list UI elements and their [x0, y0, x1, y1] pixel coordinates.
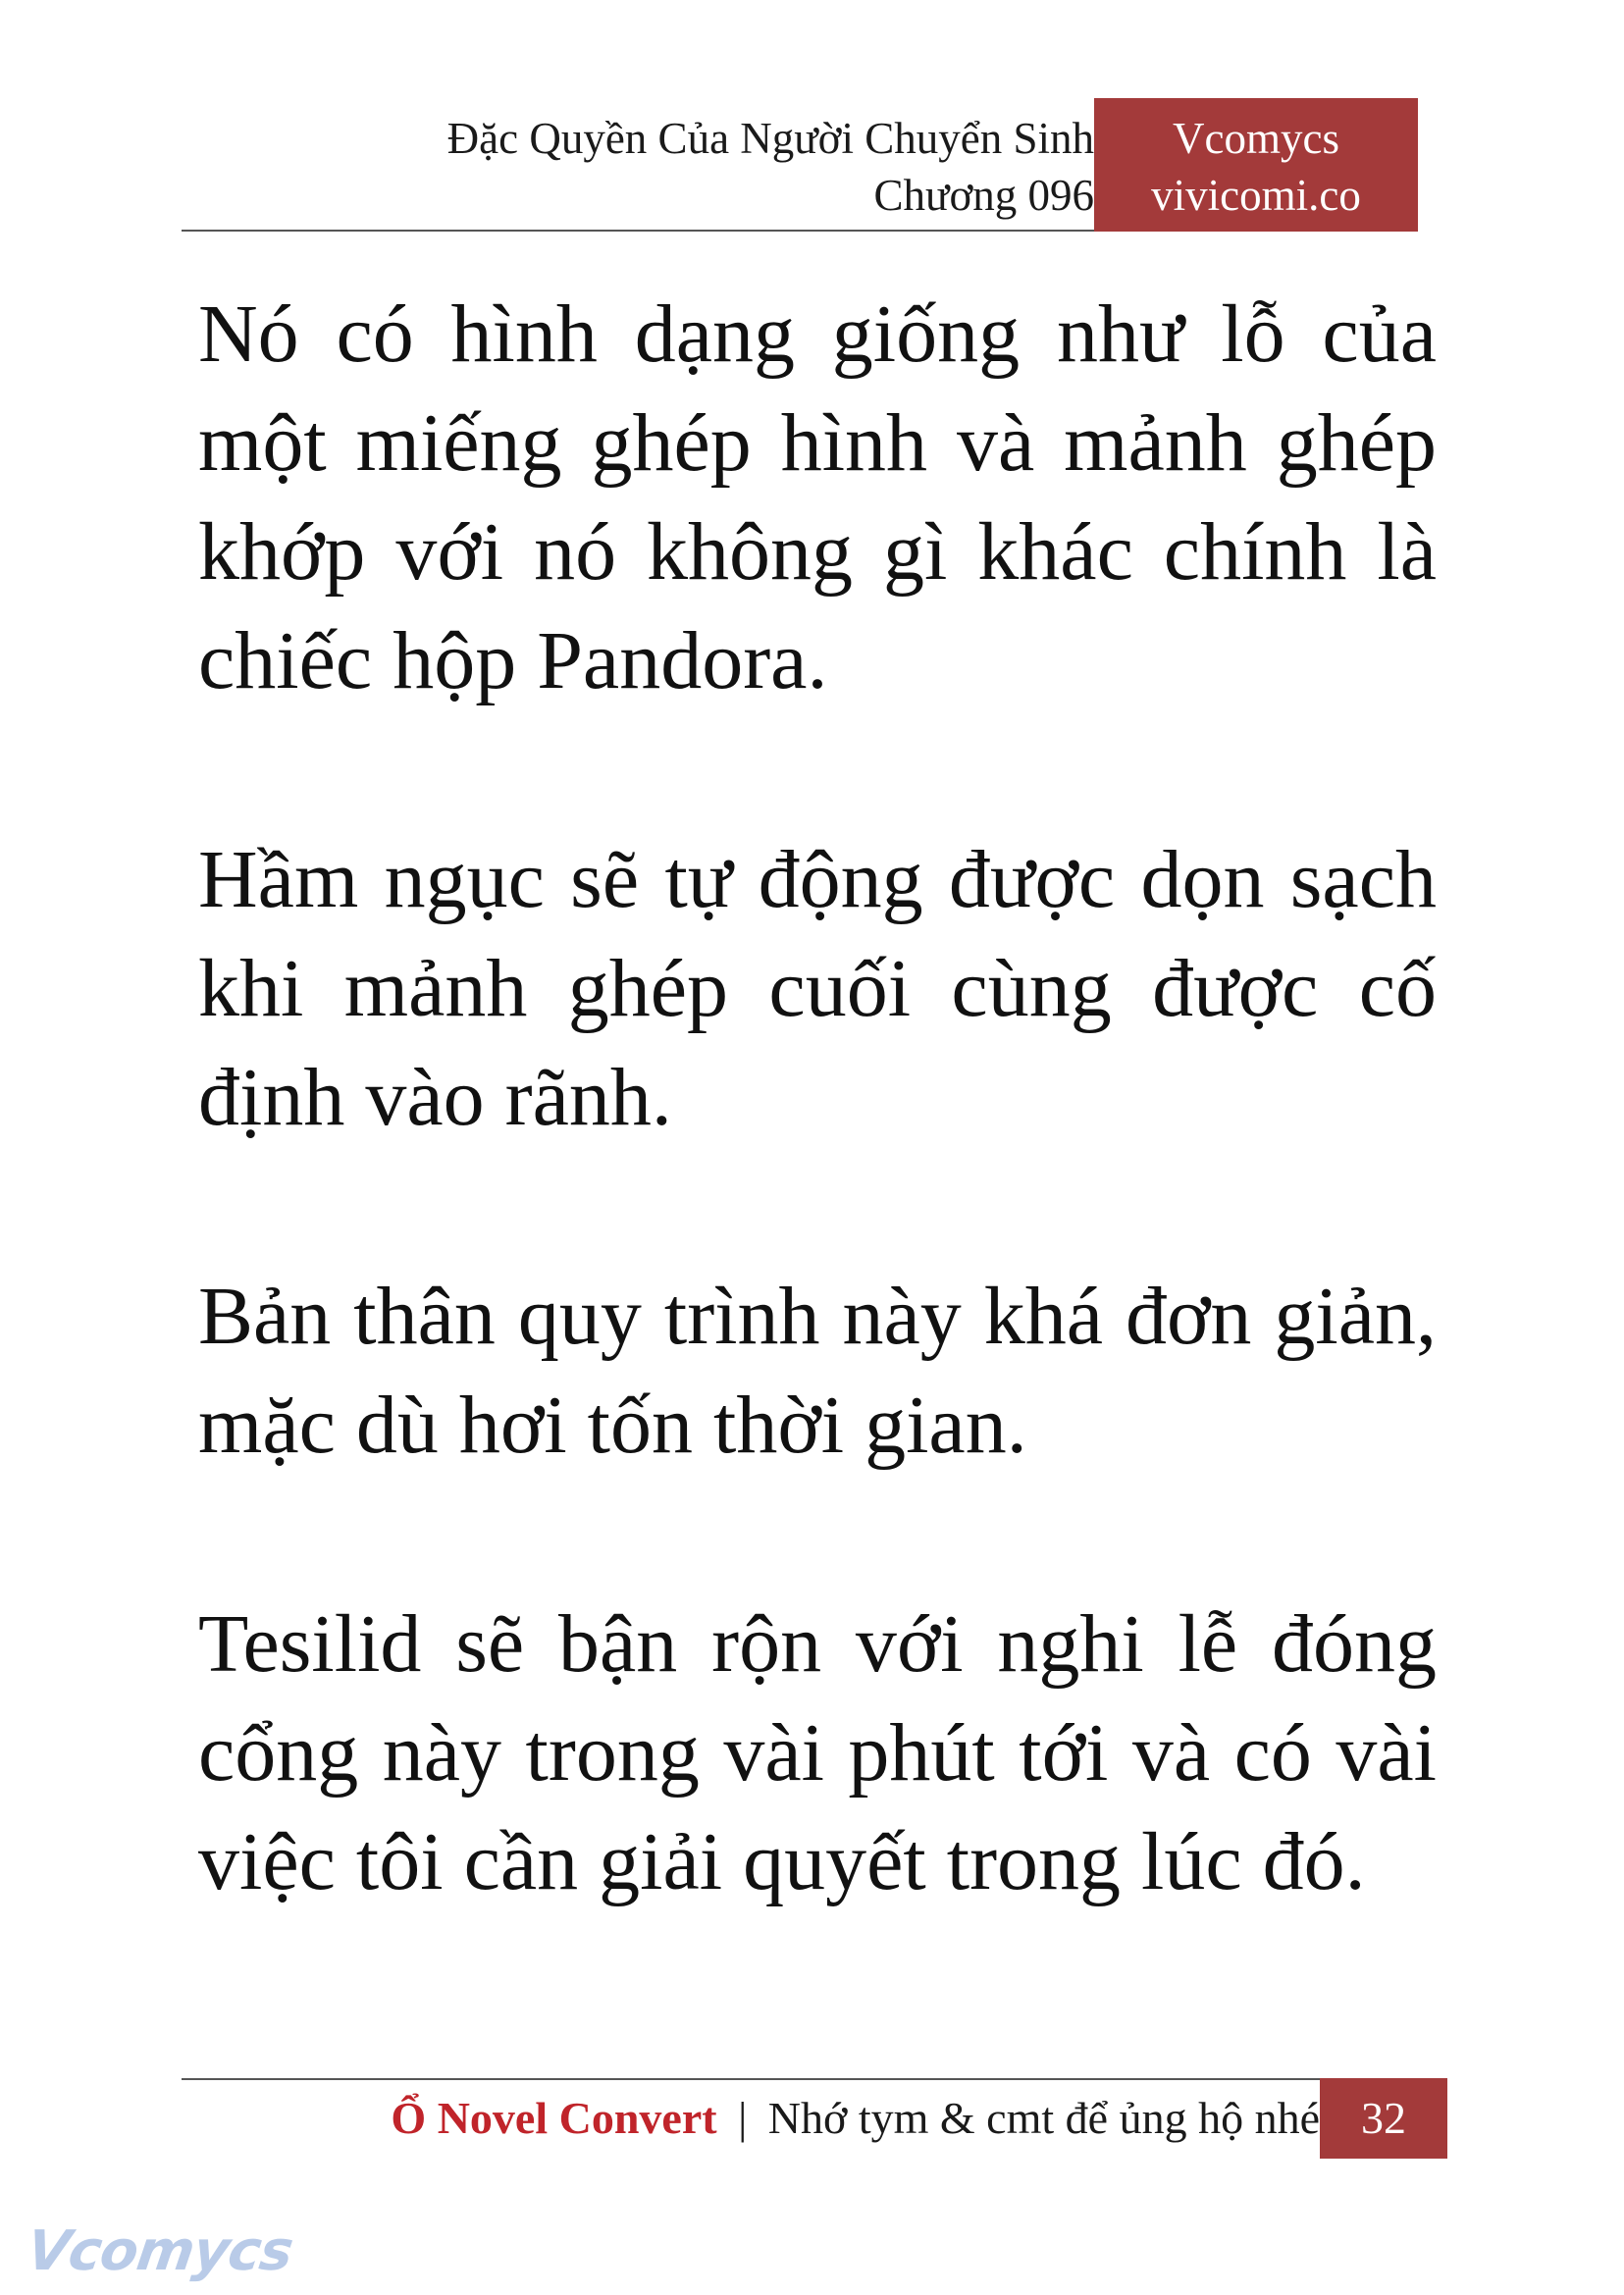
brand-name: Vcomycs	[1173, 114, 1339, 163]
header-titles	[447, 110, 1094, 224]
chapter-label: Chương 096	[873, 171, 1094, 220]
paragraph-4: Tesilid sẽ bận rộn với nghi lễ đóng cổng này trong vài phút tới và có vài việc tôi cần giải quyết trong lúc đó.	[198, 1598, 1437, 1907]
paragraph-3: Bản thân quy trình này khá đơn giản, mặc dù hơi tốn thời gian.	[198, 1271, 1437, 1471]
footer-brand: Ổ Novel Convert	[391, 2093, 717, 2143]
page-number: 32	[1320, 2078, 1447, 2159]
page-footer	[182, 2078, 1447, 2159]
brand-site: vivicomi.co	[1151, 171, 1361, 220]
footer-separator: |	[738, 2093, 748, 2143]
header-divider	[182, 230, 1094, 232]
header-brand-box	[1094, 98, 1418, 232]
watermark-logo: Vcomycs	[23, 2219, 296, 2283]
footer-text	[391, 2090, 1320, 2147]
paragraph-1: Nó có hình dạng giống như lỗ của một miếng ghép hình và mảnh ghép khớp với nó không gì khác chính là chiếc hộp Pandora.	[198, 288, 1437, 706]
page-content	[198, 280, 1437, 2026]
footer-divider	[182, 2078, 1320, 2080]
footer-message: Nhớ tym & cmt để ủng hộ nhé	[767, 2093, 1320, 2143]
paragraph-2: Hầm ngục sẽ tự động được dọn sạch khi mảnh ghép cuối cùng được cố định vào rãnh.	[198, 834, 1437, 1143]
book-title: Đặc Quyền Của Người Chuyển Sinh	[446, 114, 1094, 163]
page-header	[182, 98, 1418, 232]
